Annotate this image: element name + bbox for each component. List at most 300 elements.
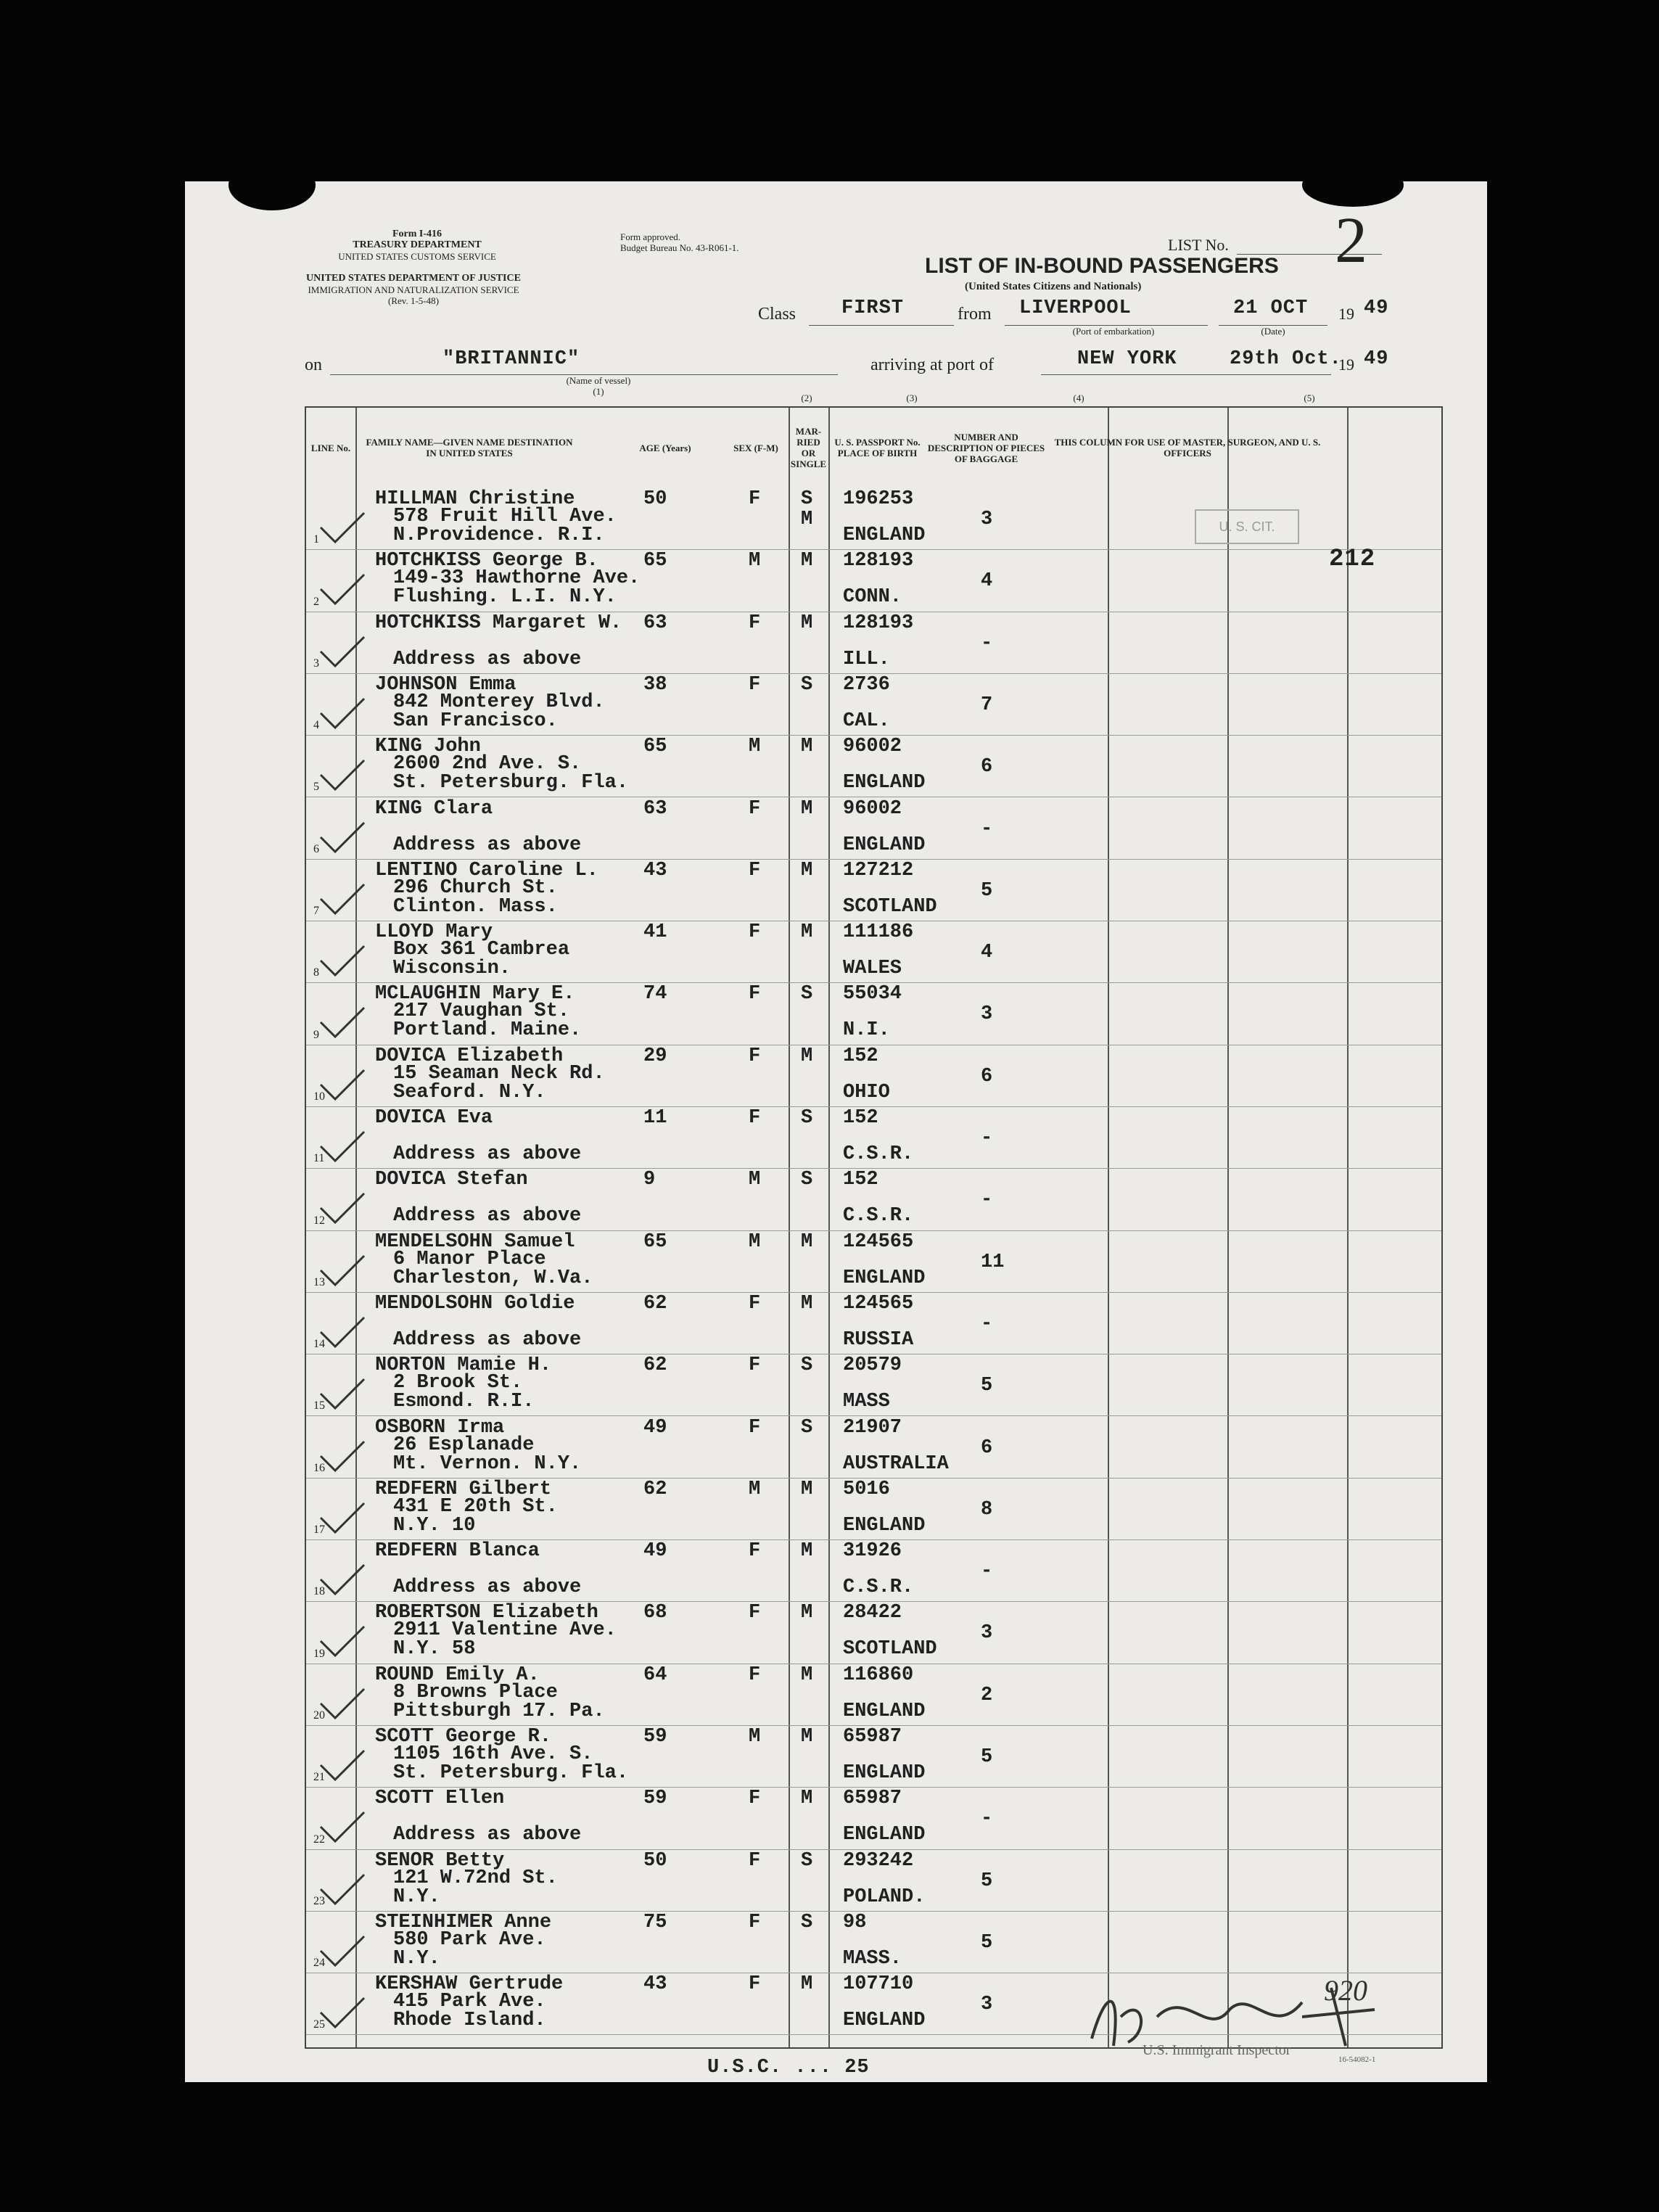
table-row [306, 1230, 1441, 1293]
table-row [306, 982, 1441, 1045]
officer-number: 212 [1329, 546, 1376, 573]
address-line-1: 121 W.72nd St. [393, 1867, 558, 1889]
marital-status: S [801, 1107, 813, 1129]
age: 50 [643, 1849, 667, 1872]
line-number: 16 [313, 1461, 325, 1474]
baggage-count: 4 [981, 570, 993, 593]
sex: F [749, 1107, 761, 1129]
age: 62 [643, 1354, 667, 1377]
check-mark-icon [317, 1376, 368, 1412]
inspector-signature [1084, 1973, 1389, 2060]
passport-number: 128193 [843, 550, 914, 572]
address-line-1: 217 Vaughan St. [393, 1000, 570, 1023]
marital-status: M [801, 550, 813, 572]
line-number: 10 [313, 1090, 325, 1103]
table-row [306, 1601, 1441, 1664]
baggage-count: 5 [981, 1931, 993, 1954]
line-number: 8 [313, 966, 319, 979]
line-number: 17 [313, 1524, 325, 1537]
sex: F [749, 1540, 761, 1563]
place-of-birth: C.S.R. [843, 1576, 914, 1599]
passport-number: 28422 [843, 1602, 902, 1624]
passenger-name: KING Clara [375, 797, 493, 820]
passport-number: 116860 [843, 1664, 914, 1686]
sex: F [749, 1911, 761, 1933]
marital-status: M [801, 859, 813, 881]
list-no-label: LIST No. [1168, 236, 1229, 254]
check-mark-icon [317, 633, 368, 670]
line-number: 15 [313, 1399, 325, 1413]
baggage-count: 6 [981, 1065, 993, 1088]
address-line-2: N.Y. [393, 1886, 440, 1908]
address-line-1: 15 Seaman Neck Rd. [393, 1062, 605, 1085]
line-number: 14 [313, 1338, 325, 1351]
passenger-name: DOVICA Eva [375, 1107, 493, 1129]
marital-status: S [801, 1849, 813, 1872]
table-row [306, 1539, 1441, 1602]
marital-status: M [801, 1726, 813, 1748]
address-line-2: Address as above [393, 1205, 582, 1228]
baggage-count: - [981, 818, 993, 840]
col-header-line: LINE No. [310, 442, 351, 453]
address-line-2: N.Y. 58 [393, 1638, 476, 1661]
passport-number: 196253 [843, 488, 914, 510]
passport-number: 124565 [843, 1230, 914, 1253]
age: 50 [643, 488, 667, 510]
sex: F [749, 673, 761, 696]
passenger-name: MENDELSOHN Samuel [375, 1230, 575, 1253]
embark-year: 49 [1364, 297, 1389, 319]
baggage-count: 4 [981, 942, 993, 964]
line-number: 22 [313, 1833, 325, 1846]
manifest-page [185, 181, 1487, 2082]
passenger-name: SCOTT Ellen [375, 1788, 505, 1810]
address-line-1: 2911 Valentine Ave. [393, 1619, 617, 1642]
address-line-1: 431 E 20th St. [393, 1495, 558, 1518]
marital-status-correction: M [801, 509, 813, 530]
check-mark-icon [317, 757, 368, 793]
line-number: 24 [313, 1957, 325, 1970]
binder-hole [131, 239, 174, 283]
place-of-birth: MASS. [843, 1947, 902, 1970]
address-line-1: 8 Browns Place [393, 1681, 558, 1703]
passport-number: 293242 [843, 1849, 914, 1872]
passenger-name: NORTON Mamie H. [375, 1354, 552, 1377]
table-row [306, 673, 1441, 736]
passport-number: 65987 [843, 1788, 902, 1810]
sex: M [749, 550, 761, 572]
age: 65 [643, 550, 667, 572]
arrival-year-prefix: 19 [1338, 355, 1354, 374]
us-citizen-stamp: U. S. CIT. [1195, 509, 1299, 544]
place-of-birth: OHIO [843, 1081, 890, 1103]
vessel-name: "BRITANNIC" [442, 348, 580, 370]
age: 68 [643, 1602, 667, 1624]
address-line-1: 149-33 Hawthorne Ave. [393, 567, 641, 590]
passenger-name: OSBORN Irma [375, 1416, 505, 1439]
address-line-2: Clinton. Mass. [393, 895, 558, 918]
baggage-count: 3 [981, 1622, 993, 1645]
class-label: Class [758, 305, 796, 324]
address-line-2: Address as above [393, 1824, 582, 1846]
place-of-birth: ENGLAND [843, 1267, 926, 1289]
passport-number: 111186 [843, 921, 914, 944]
check-mark-icon [317, 1128, 368, 1164]
passenger-name: SENOR Betty [375, 1849, 505, 1872]
line-number: 21 [313, 1771, 325, 1784]
place-of-birth: POLAND. [843, 1886, 926, 1908]
place-of-birth: ENGLAND [843, 1762, 926, 1784]
place-of-birth: C.S.R. [843, 1143, 914, 1165]
place-of-birth: ENGLAND [843, 2010, 926, 2032]
marital-status: M [801, 797, 813, 820]
age: 63 [643, 612, 667, 634]
marital-status: S [801, 1169, 813, 1191]
binder-hole [131, 1103, 174, 1146]
address-line-2: N.Y. [393, 1947, 440, 1970]
col-header-officers: THIS COLUMN FOR USE OF MASTER, SURGEON, AND U. S. OFFICERS [1054, 437, 1321, 459]
passenger-name: HILLMAN Christine [375, 488, 575, 510]
arrival-port: NEW YORK [1077, 348, 1177, 370]
sex: F [749, 1602, 761, 1624]
sex: F [749, 612, 761, 634]
class-line [809, 325, 954, 326]
age: 38 [643, 673, 667, 696]
passenger-name: KERSHAW Gertrude [375, 1973, 564, 1996]
sex: F [749, 1788, 761, 1810]
sex: M [749, 1726, 761, 1748]
place-of-birth: CAL. [843, 710, 890, 732]
passport-number: 98 [843, 1911, 867, 1933]
check-mark-icon [317, 1871, 368, 1907]
passport-number: 21907 [843, 1416, 902, 1439]
passport-number: 152 [843, 1169, 878, 1191]
sex: F [749, 1292, 761, 1315]
baggage-count: 6 [981, 756, 993, 778]
baggage-count: 3 [981, 509, 993, 530]
budget-bureau: Budget Bureau No. 43-R061-1. [620, 242, 739, 253]
age: 29 [643, 1045, 667, 1067]
place-of-birth: ENGLAND [843, 1700, 926, 1722]
baggage-count: 8 [981, 1498, 993, 1521]
baggage-count: - [981, 1808, 993, 1830]
passenger-name: KING John [375, 736, 481, 758]
line-number: 18 [313, 1585, 325, 1598]
table-row [306, 735, 1441, 797]
address-line-2: Address as above [393, 1576, 582, 1599]
passport-number: 96002 [843, 797, 902, 820]
line-number: 20 [313, 1709, 325, 1722]
address-line-2: Seaford. N.Y. [393, 1081, 546, 1103]
line-number: 7 [313, 905, 319, 918]
marital-status: S [801, 488, 813, 510]
place-of-birth: C.S.R. [843, 1205, 914, 1228]
date-caption: (Date) [1261, 326, 1285, 337]
arriving-label: arriving at port of [870, 355, 994, 374]
table-row [306, 797, 1441, 860]
passenger-name: DOVICA Elizabeth [375, 1045, 564, 1067]
address-line-1: 842 Monterey Blvd. [393, 691, 605, 713]
form-approved: Form approved. [620, 231, 681, 242]
baggage-count: 3 [981, 1003, 993, 1026]
address-line-2: N.Y. 10 [393, 1514, 476, 1537]
baggage-count: - [981, 1189, 993, 1212]
passenger-name: DOVICA Stefan [375, 1169, 528, 1191]
line-number: 5 [313, 781, 319, 794]
age: 63 [643, 797, 667, 820]
address-line-2: Rhode Island. [393, 2010, 546, 2032]
address-line-2: Wisconsin. [393, 958, 511, 980]
table-row [306, 1787, 1441, 1849]
marital-status: M [801, 1045, 813, 1067]
passenger-name: REDFERN Gilbert [375, 1478, 552, 1500]
line-number: 11 [313, 1152, 325, 1165]
address-line-2: Mt. Vernon. N.Y. [393, 1452, 582, 1475]
check-mark-icon [317, 942, 368, 979]
address-line-1: Box 361 Cambrea [393, 939, 570, 961]
passport-number: 152 [843, 1107, 878, 1129]
marital-status: M [801, 612, 813, 634]
place-of-birth: AUSTRALIA [843, 1452, 949, 1475]
passport-number: 55034 [843, 983, 902, 1006]
check-mark-icon [317, 695, 368, 731]
passport-number: 31926 [843, 1540, 902, 1563]
age: 43 [643, 1973, 667, 1996]
table-row [306, 1045, 1441, 1107]
address-line-2: N.Providence. R.I. [393, 525, 605, 546]
passenger-name: STEINHIMER Anne [375, 1911, 552, 1933]
table-row [306, 921, 1441, 983]
address-line-2: Pittsburgh 17. Pa. [393, 1700, 605, 1722]
footer-total: U.S.C. ... 25 [707, 2057, 870, 2079]
place-of-birth: ENGLAND [843, 525, 926, 546]
passenger-name: LENTINO Caroline L. [375, 859, 598, 881]
baggage-count: - [981, 1127, 993, 1149]
table-row [306, 1725, 1441, 1788]
col-number-5: (5) [1304, 392, 1315, 403]
baggage-count: 5 [981, 1746, 993, 1768]
marital-status: M [801, 1292, 813, 1315]
embark-year-prefix: 19 [1338, 305, 1354, 323]
address-line-2: Esmond. R.I. [393, 1391, 535, 1413]
passenger-name: HOTCHKISS George B. [375, 550, 598, 572]
customs-service: UNITED STATES CUSTOMS SERVICE [338, 251, 496, 262]
marital-status: M [801, 921, 813, 944]
check-mark-icon [317, 1933, 368, 1969]
arrival-year: 49 [1364, 348, 1389, 370]
line-number: 19 [313, 1647, 325, 1660]
sex: F [749, 1416, 761, 1439]
sex: F [749, 1354, 761, 1377]
baggage-count: 5 [981, 1375, 993, 1397]
sex: F [749, 1973, 761, 1996]
passenger-name: MCLAUGHIN Mary E. [375, 983, 575, 1006]
sex: F [749, 859, 761, 881]
vessel-caption: (Name of vessel) [566, 375, 631, 386]
binder-hole [131, 755, 174, 798]
passenger-name: SCOTT George R. [375, 1726, 552, 1748]
place-of-birth: SCOTLAND [843, 1638, 937, 1661]
sex: F [749, 1045, 761, 1067]
address-line-1: 6 Manor Place [393, 1248, 546, 1270]
embark-date: 21 OCT [1233, 297, 1309, 319]
address-line-2: St. Petersburg. Fla. [393, 1762, 629, 1784]
passport-number: 20579 [843, 1354, 902, 1377]
treasury-dept: TREASURY DEPARTMENT [353, 239, 482, 250]
age: 65 [643, 736, 667, 758]
arrival-date: 29th Oct. [1230, 348, 1342, 370]
place-of-birth: MASS [843, 1391, 890, 1413]
marital-status: M [801, 1788, 813, 1810]
place-of-birth: RUSSIA [843, 1328, 914, 1351]
col-header-passport: U. S. PASSPORT No. PLACE OF BIRTH [834, 437, 921, 459]
torn-edge [1302, 163, 1404, 207]
table-row [306, 1106, 1441, 1169]
age: 11 [643, 1107, 667, 1129]
marital-status: M [801, 1973, 813, 1996]
baggage-count: 2 [981, 1684, 993, 1706]
table-row [306, 1849, 1441, 1912]
on-label: on [305, 355, 322, 374]
age: 49 [643, 1416, 667, 1439]
from-label: from [958, 305, 992, 324]
table-row [306, 1664, 1441, 1726]
vessel-col-number: (1) [593, 386, 604, 397]
check-mark-icon [317, 1809, 368, 1845]
address-line-2: Flushing. L.I. N.Y. [393, 586, 617, 609]
check-mark-icon [317, 1623, 368, 1659]
check-mark-icon [317, 1004, 368, 1040]
address-line-2: Address as above [393, 1328, 582, 1351]
age: 59 [643, 1788, 667, 1810]
inspector-title: U.S. Immigrant Inspector [1143, 2042, 1291, 2058]
col-number-2: (2) [801, 392, 812, 403]
table-row [306, 1292, 1441, 1354]
place-of-birth: CONN. [843, 586, 902, 609]
address-line-2: St. Petersburg. Fla. [393, 772, 629, 794]
binder-hole [131, 359, 174, 403]
passport-number: 65987 [843, 1726, 902, 1748]
sex: M [749, 1230, 761, 1253]
table-row [306, 1416, 1441, 1479]
address-line-2: Address as above [393, 1143, 582, 1165]
marital-status: M [801, 736, 813, 758]
passport-number: 96002 [843, 736, 902, 758]
address-line-2: Portland. Maine. [393, 1019, 582, 1042]
passport-number: 107710 [843, 1973, 914, 1996]
check-mark-icon [317, 819, 368, 855]
sex: M [749, 1478, 761, 1500]
form-number: Form I-416 [392, 229, 442, 239]
check-mark-icon [317, 1190, 368, 1226]
passenger-name: ROBERTSON Elizabeth [375, 1602, 598, 1624]
signature-note: 920 [1324, 1974, 1367, 2007]
port-embark-caption: (Port of embarkation) [1072, 326, 1155, 337]
sex: F [749, 983, 761, 1006]
line-number: 6 [313, 842, 319, 855]
col-header-age: AGE (Years) [639, 442, 691, 453]
passport-number: 152 [843, 1045, 878, 1067]
baggage-count: 3 [981, 1994, 993, 2016]
line-number: 12 [313, 1214, 325, 1227]
age: 9 [643, 1169, 656, 1191]
baggage-count: 5 [981, 879, 993, 902]
table-row [306, 612, 1441, 674]
baggage-count: 5 [981, 1870, 993, 1892]
age: 41 [643, 921, 667, 944]
age: 75 [643, 1911, 667, 1933]
passenger-name: MENDOLSOHN Goldie [375, 1292, 575, 1315]
passenger-name: HOTCHKISS Margaret W. [375, 612, 622, 634]
marital-status: M [801, 1602, 813, 1624]
arrival-line [1041, 374, 1331, 375]
baggage-count: 6 [981, 1436, 993, 1459]
check-mark-icon [317, 1066, 368, 1103]
from-value: LIVERPOOL [1019, 297, 1132, 319]
address-line-1: 26 Esplanade [393, 1434, 535, 1456]
col-header-baggage: NUMBER AND DESCRIPTION OF PIECES OF BAGGAGE [927, 431, 1045, 464]
address-line-1: 415 Park Ave. [393, 1991, 546, 2013]
place-of-birth: ENGLAND [843, 1824, 926, 1846]
binder-hole [131, 696, 174, 740]
marital-status: M [801, 1478, 813, 1500]
line-number: 9 [313, 1028, 319, 1041]
binder-hole [131, 1850, 174, 1894]
passenger-name: JOHNSON Emma [375, 673, 516, 696]
revision-date: (Rev. 1-5-48) [388, 295, 439, 306]
age: 65 [643, 1230, 667, 1253]
address-line-1: 580 Park Ave. [393, 1928, 546, 1951]
age: 49 [643, 1540, 667, 1563]
passport-number: 5016 [843, 1478, 890, 1500]
torn-edge [229, 160, 316, 210]
place-of-birth: ENGLAND [843, 1514, 926, 1537]
passenger-name: LLOYD Mary [375, 921, 493, 944]
check-mark-icon [317, 1438, 368, 1474]
check-mark-icon [317, 509, 368, 546]
ins-service: IMMIGRATION AND NATURALIZATION SERVICE [308, 284, 519, 295]
line-number: 25 [313, 2018, 325, 2031]
form-code: 16-54082-1 [1338, 2055, 1376, 2064]
sex: F [749, 488, 761, 510]
place-of-birth: ENGLAND [843, 772, 926, 794]
line-number: 4 [313, 719, 319, 732]
table-row [306, 1168, 1441, 1230]
place-of-birth: ENGLAND [843, 834, 926, 856]
baggage-count: - [981, 1561, 993, 1583]
passenger-name: REDFERN Blanca [375, 1540, 540, 1563]
table-row [306, 1478, 1441, 1540]
passport-number: 128193 [843, 612, 914, 634]
sex: F [749, 1664, 761, 1686]
line-number: 3 [313, 657, 319, 670]
document-subtitle: (United States Citizens and Nationals) [965, 281, 1142, 292]
marital-status: M [801, 1540, 813, 1563]
passport-number: 124565 [843, 1292, 914, 1315]
address-line-1: 1105 16th Ave. S. [393, 1743, 593, 1765]
marital-status: M [801, 1230, 813, 1253]
binder-hole [131, 1484, 174, 1527]
place-of-birth: N.I. [843, 1019, 890, 1042]
place-of-birth: ILL. [843, 648, 890, 670]
age: 59 [643, 1726, 667, 1748]
sex: M [749, 1169, 761, 1191]
line-number: 23 [313, 1894, 325, 1907]
check-mark-icon [317, 1994, 368, 2031]
marital-status: S [801, 1911, 813, 1933]
age: 62 [643, 1292, 667, 1315]
sex: M [749, 736, 761, 758]
